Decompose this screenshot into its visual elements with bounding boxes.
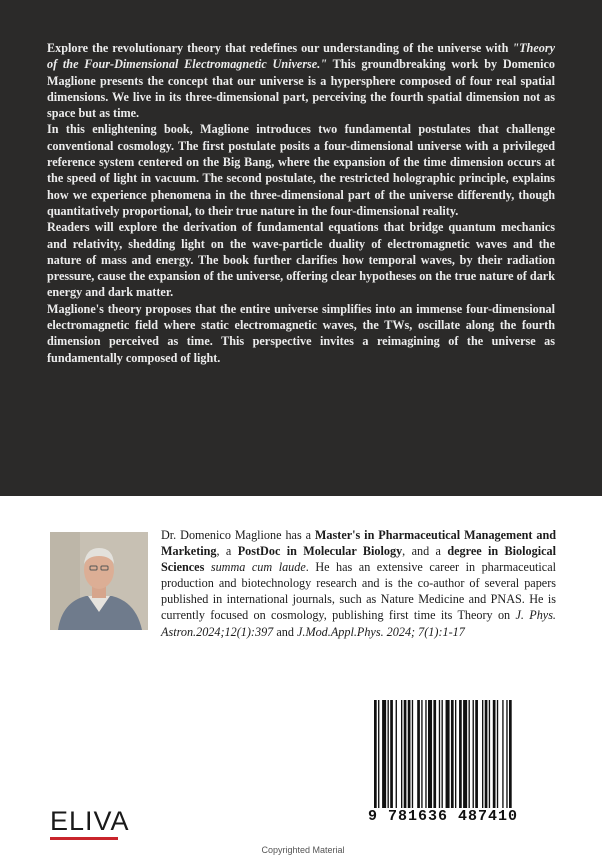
- barcode-bar: [425, 700, 426, 808]
- barcode-bar: [378, 700, 379, 808]
- barcode-bar: [497, 700, 498, 808]
- book-description: [47, 40, 555, 366]
- barcode-bar: [482, 700, 483, 808]
- barcode-bar: [374, 700, 377, 808]
- barcode-bar: [489, 700, 490, 808]
- barcode-bar: [509, 700, 512, 808]
- blurb-paragraph-3: Readers will explore the derivation of fundamental equations that bridge quantum mechanics and relativity, shedding light on the wave-particle duality of electromagnetic waves and the nature of mass and energy. The book further clarifies how temporal waves, by their radiation pressure, cause the expansion of the universe, offering clear hypotheses on the true nature of dark energy and dark matter.: [47, 220, 555, 300]
- barcode-bar: [439, 700, 440, 808]
- isbn-barcode: [368, 700, 558, 832]
- barcode-bar: [433, 700, 436, 808]
- blurb-paragraph-4: Maglione's theory proposes that the entire universe simplifies into an immense four-dimensional electromagnetic field where static electromagnetic waves, the TWs, oscillate along the fourth dimension perceived as time. This perspective invites a reimagining of the universe as fundamentally composed of light.: [47, 301, 555, 365]
- barcode-bar: [408, 700, 411, 808]
- barcode-bar: [459, 700, 462, 808]
- barcode-bar: [473, 700, 474, 808]
- barcode-bar: [388, 700, 389, 808]
- barcode-bar: [485, 700, 488, 808]
- blurb-paragraph-2: In this enlightening book, Maglione introduces two fundamental postulates that challenge conventional cosmology. The first postulate posits a four-dimensional universe with a privileged reference system centered on the Big Bang, where the expansion of the time dimension occurs at the speed of light in vacuum. The second postulate, the restricted holographic principle, explains how we experience phenomena in the three-dimensional part of the universe differently, though quantitatively proportional, to their true nature in the four-dimensional reality.: [47, 122, 555, 218]
- barcode-bar: [421, 700, 422, 808]
- barcode-bar: [469, 700, 470, 808]
- barcode-bar: [455, 700, 456, 808]
- publisher-logo: [50, 806, 130, 844]
- barcode-bar: [442, 700, 443, 808]
- barcode-bar: [417, 700, 420, 808]
- barcode-bar: [390, 700, 393, 808]
- barcode-bars: [374, 700, 554, 808]
- blurb-paragraph-1: Explore the revolutionary theory that redefines our understanding of the universe with "Theory of the Four-Dimensional Electromagnetic Universe." This groundbreaking work by Domenico Maglione presents the concept that our universe is a hypersphere composed of four real spatial dimensions. We live in its three-dimensional part, perceiving the fourth spatial dimension not as space but as time.: [47, 41, 555, 121]
- barcode-bar: [428, 700, 432, 808]
- barcode-bar: [506, 700, 507, 808]
- barcode-bar: [404, 700, 407, 808]
- barcode-bar: [451, 700, 454, 808]
- book-title-italic: "Theory of the Four-Dimensional Electromagnetic Universe.": [47, 41, 555, 72]
- barcode-bar: [382, 700, 386, 808]
- barcode-bar: [446, 700, 450, 808]
- barcode-bar: [401, 700, 402, 808]
- barcode-bar: [463, 700, 467, 808]
- barcode-bar: [493, 700, 496, 808]
- barcode-bar: [502, 700, 503, 808]
- author-bio: Dr. Domenico Maglione has a Master's in Pharmaceutical Management and Marketing, a PostDoc in Molecular Biology, and a degree in Biological Sciences summa cum laude. He has an extensive career in pharmaceutical production and biotechnology research and is the co-author of several papers published in international journals, such as Nature Medicine and PNAS. He is currently focused on cosmology, publishing first time its Theory on J. Phys. Astron.2024;12(1):397 and J.Mod.Appl.Phys. 2024; 7(1):1-17: [161, 528, 557, 639]
- barcode-bar: [396, 700, 397, 808]
- barcode-bar: [475, 700, 478, 808]
- barcode-bar: [412, 700, 413, 808]
- author-photo: [50, 532, 148, 630]
- publisher-logo-underline: [50, 837, 118, 840]
- publisher-logo-text: ELIVA: [50, 806, 130, 836]
- isbn-digits: 9 781636 487410: [368, 808, 519, 825]
- copyright-notice: Copyrighted Material: [261, 845, 345, 855]
